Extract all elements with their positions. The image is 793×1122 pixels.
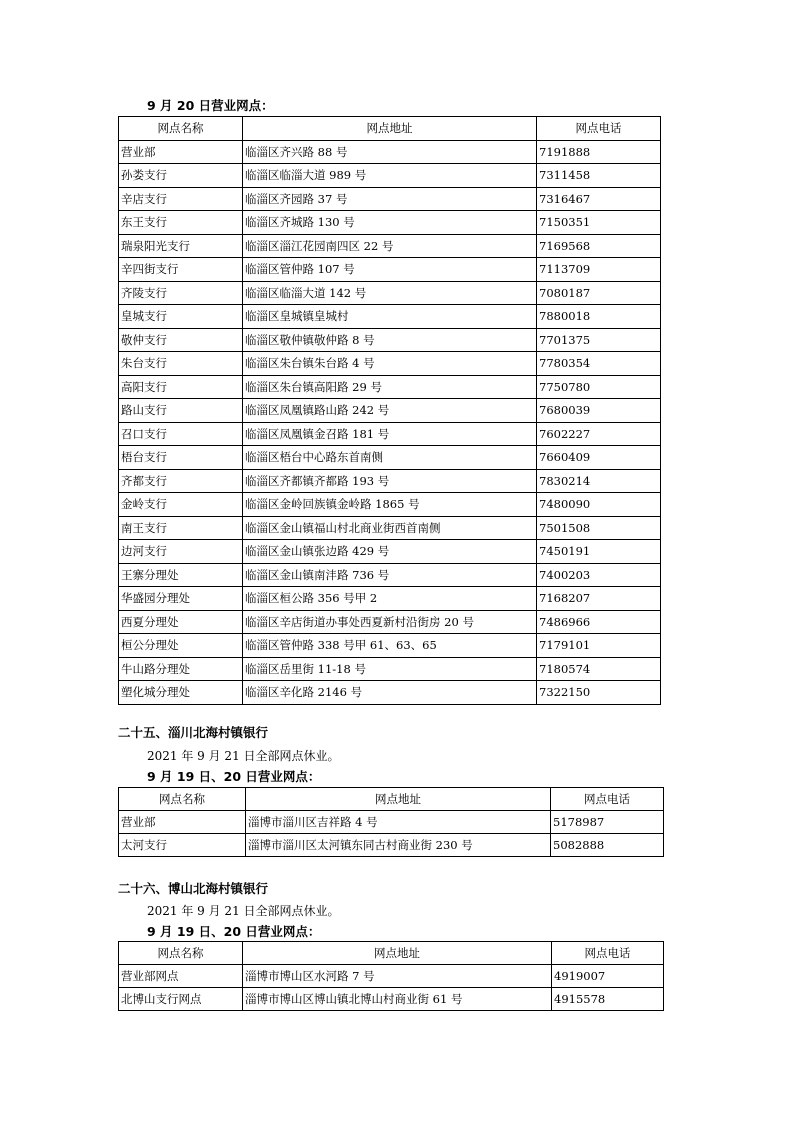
- branch-name-cell: 营业部网点: [119, 965, 243, 988]
- table-row: [119, 811, 664, 834]
- branch-name-cell: 孙娄支行: [119, 164, 243, 188]
- table-row: [119, 375, 661, 399]
- table-row: [119, 988, 664, 1011]
- table-row: [119, 469, 661, 493]
- branch-phone-cell: 4919007: [552, 965, 664, 988]
- table-row: [119, 446, 661, 470]
- branch-address-cell: 临淄区辛化路 2146 号: [243, 681, 537, 705]
- branch-name-cell: 桓公分理处: [119, 634, 243, 658]
- table-row: [119, 164, 661, 188]
- branch-name-cell: 齐都支行: [119, 469, 243, 493]
- branch-name-cell: 路山支行: [119, 399, 243, 423]
- branch-address-cell: 临淄区齐园路 37 号: [243, 187, 537, 211]
- branch-name-cell: 瑞泉阳光支行: [119, 234, 243, 258]
- branch-address-cell: 临淄区朱台镇高阳路 29 号: [243, 375, 537, 399]
- table-header-row: [119, 117, 661, 141]
- table-row: [119, 211, 661, 235]
- branch-name-cell: 华盛园分理处: [119, 587, 243, 611]
- column-header-branch-address: 网点地址: [246, 788, 551, 811]
- branch-phone-cell: 7080187: [537, 281, 661, 305]
- column-header-branch-name: 网点名称: [119, 942, 243, 965]
- branch-address-cell: 淄博市淄川区吉祥路 4 号: [246, 811, 551, 834]
- branch-name-cell: 朱台支行: [119, 352, 243, 376]
- section1-table: [118, 116, 661, 705]
- branch-phone-cell: 7316467: [537, 187, 661, 211]
- branch-phone-cell: 7750780: [537, 375, 661, 399]
- branch-name-cell: 北博山支行网点: [119, 988, 243, 1011]
- table-row: [119, 281, 661, 305]
- section2-heading: 二十五、淄川北海村镇银行: [118, 725, 269, 740]
- table-row: [119, 305, 661, 329]
- table-row: [119, 587, 661, 611]
- branch-phone-cell: 7113709: [537, 258, 661, 282]
- branch-phone-cell: 7311458: [537, 164, 661, 188]
- branch-address-cell: 临淄区凤凰镇金召路 181 号: [243, 422, 537, 446]
- table-row: [119, 234, 661, 258]
- branch-name-cell: 东王支行: [119, 211, 243, 235]
- table-row: [119, 422, 661, 446]
- table-row: [119, 610, 661, 634]
- branch-address-cell: 临淄区淄江花园南四区 22 号: [243, 234, 537, 258]
- column-header-branch-phone: 网点电话: [551, 788, 664, 811]
- table-row: [119, 634, 661, 658]
- branch-name-cell: 边河支行: [119, 540, 243, 564]
- section3-note: 2021 年 9 月 21 日全部网点休业。: [147, 904, 340, 918]
- branch-phone-cell: 5178987: [551, 811, 664, 834]
- branch-phone-cell: 7169568: [537, 234, 661, 258]
- branch-phone-cell: 7450191: [537, 540, 661, 564]
- section2-subheading: 9 月 19 日、20 日营业网点：: [147, 769, 321, 784]
- branch-address-cell: 淄博市博山区水河路 7 号: [243, 965, 552, 988]
- section2-note: 2021 年 9 月 21 日全部网点休业。: [147, 749, 340, 763]
- branch-address-cell: 临淄区管仲路 338 号甲 61、63、65: [243, 634, 537, 658]
- table-row: [119, 328, 661, 352]
- branch-phone-cell: 7322150: [537, 681, 661, 705]
- branch-name-cell: 金岭支行: [119, 493, 243, 517]
- branch-name-cell: 营业部: [119, 140, 243, 164]
- branch-name-cell: 营业部: [119, 811, 246, 834]
- column-header-branch-name: 网点名称: [119, 788, 246, 811]
- column-header-branch-address: 网点地址: [243, 942, 552, 965]
- branch-phone-cell: 7179101: [537, 634, 661, 658]
- branch-name-cell: 王寨分理处: [119, 563, 243, 587]
- branch-name-cell: 辛店支行: [119, 187, 243, 211]
- branch-address-cell: 临淄区敬仲镇敬仲路 8 号: [243, 328, 537, 352]
- table-row: [119, 540, 661, 564]
- branch-phone-cell: 7168207: [537, 587, 661, 611]
- branch-address-cell: 临淄区临淄大道 989 号: [243, 164, 537, 188]
- branch-phone-cell: 7480090: [537, 493, 661, 517]
- section3-subheading: 9 月 19 日、20 日营业网点：: [147, 924, 321, 939]
- branch-address-cell: 临淄区辛店街道办事处西夏新村沿街房 20 号: [243, 610, 537, 634]
- branch-phone-cell: 7400203: [537, 563, 661, 587]
- table-header-row: [119, 788, 664, 811]
- branch-address-cell: 临淄区齐都镇齐都路 193 号: [243, 469, 537, 493]
- branch-phone-cell: 5082888: [551, 834, 664, 857]
- branch-phone-cell: 7486966: [537, 610, 661, 634]
- column-header-branch-address: 网点地址: [243, 117, 537, 141]
- branch-phone-cell: 7830214: [537, 469, 661, 493]
- branch-phone-cell: 7602227: [537, 422, 661, 446]
- table-row: [119, 493, 661, 517]
- branch-address-cell: 临淄区皇城镇皇城村: [243, 305, 537, 329]
- branch-name-cell: 太河支行: [119, 834, 246, 857]
- branch-address-cell: 临淄区齐城路 130 号: [243, 211, 537, 235]
- column-header-branch-phone: 网点电话: [537, 117, 661, 141]
- branch-address-cell: 临淄区齐兴路 88 号: [243, 140, 537, 164]
- branch-name-cell: 召口支行: [119, 422, 243, 446]
- branch-address-cell: 临淄区朱台镇朱台路 4 号: [243, 352, 537, 376]
- branch-phone-cell: 7501508: [537, 516, 661, 540]
- branch-address-cell: 临淄区金山镇张边路 429 号: [243, 540, 537, 564]
- table-row: [119, 516, 661, 540]
- branch-phone-cell: 7150351: [537, 211, 661, 235]
- table-row: [119, 258, 661, 282]
- branch-address-cell: 临淄区桓公路 356 号甲 2: [243, 587, 537, 611]
- table-row: [119, 187, 661, 211]
- column-header-branch-name: 网点名称: [119, 117, 243, 141]
- table-row: [119, 681, 661, 705]
- branch-address-cell: 临淄区金岭回族镇金岭路 1865 号: [243, 493, 537, 517]
- branch-address-cell: 临淄区凤凰镇路山路 242 号: [243, 399, 537, 423]
- branch-name-cell: 梧台支行: [119, 446, 243, 470]
- table-row: [119, 140, 661, 164]
- table-row: [119, 834, 664, 857]
- section1-subheading: 9 月 20 日营业网点：: [147, 98, 274, 113]
- section3-heading: 二十六、博山北海村镇银行: [118, 881, 269, 896]
- branch-phone-cell: 7880018: [537, 305, 661, 329]
- branch-address-cell: 临淄区临淄大道 142 号: [243, 281, 537, 305]
- branch-address-cell: 淄博市博山区博山镇北博山村商业街 61 号: [243, 988, 552, 1011]
- branch-address-cell: 临淄区金山镇福山村北商业街西首南侧: [243, 516, 537, 540]
- branch-name-cell: 辛四街支行: [119, 258, 243, 282]
- table-row: [119, 399, 661, 423]
- branch-name-cell: 皇城支行: [119, 305, 243, 329]
- table-row: [119, 965, 664, 988]
- table-row: [119, 657, 661, 681]
- branch-address-cell: 临淄区金山镇南沣路 736 号: [243, 563, 537, 587]
- branch-phone-cell: 7680039: [537, 399, 661, 423]
- branch-name-cell: 高阳支行: [119, 375, 243, 399]
- branch-address-cell: 临淄区梧台中心路东首南侧: [243, 446, 537, 470]
- branch-phone-cell: 7701375: [537, 328, 661, 352]
- branch-phone-cell: 7180574: [537, 657, 661, 681]
- branch-name-cell: 牛山路分理处: [119, 657, 243, 681]
- branch-phone-cell: 7660409: [537, 446, 661, 470]
- table-row: [119, 352, 661, 376]
- branch-address-cell: 临淄区岳里街 11-18 号: [243, 657, 537, 681]
- column-header-branch-phone: 网点电话: [552, 942, 664, 965]
- branch-name-cell: 齐陵支行: [119, 281, 243, 305]
- table-header-row: [119, 942, 664, 965]
- branch-name-cell: 西夏分理处: [119, 610, 243, 634]
- section2-table: [118, 787, 664, 857]
- table-row: [119, 563, 661, 587]
- branch-phone-cell: 4915578: [552, 988, 664, 1011]
- branch-address-cell: 临淄区管仲路 107 号: [243, 258, 537, 282]
- branch-name-cell: 塑化城分理处: [119, 681, 243, 705]
- branch-name-cell: 敬仲支行: [119, 328, 243, 352]
- branch-phone-cell: 7191888: [537, 140, 661, 164]
- branch-phone-cell: 7780354: [537, 352, 661, 376]
- section3-table: [118, 941, 664, 1011]
- branch-address-cell: 淄博市淄川区太河镇东同古村商业街 230 号: [246, 834, 551, 857]
- branch-name-cell: 南王支行: [119, 516, 243, 540]
